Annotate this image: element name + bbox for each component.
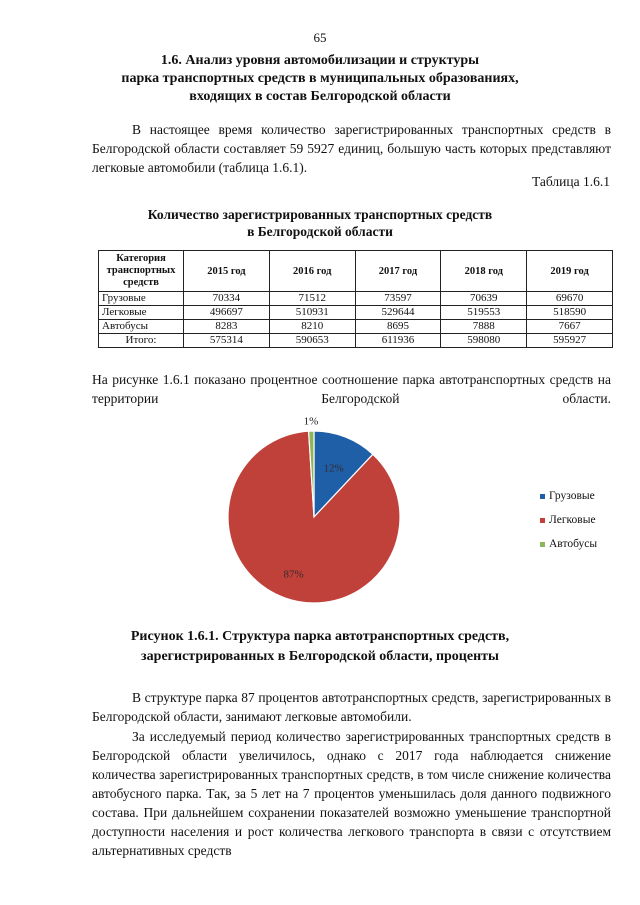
table-title-line-1: Количество зарегистрированных транспортных средств bbox=[147, 207, 493, 222]
pie-data-label: 12% bbox=[323, 462, 344, 475]
pie-data-label: 87% bbox=[283, 568, 304, 581]
figure-intro-text: На рисунке 1.6.1 показано процентное соотношение парка автотранспортных средств на территории Белгородской области. bbox=[92, 372, 611, 406]
table-cell: 590653 bbox=[269, 334, 355, 348]
table-cell: 496697 bbox=[184, 306, 270, 320]
legend-item bbox=[540, 484, 597, 508]
header-year: 2016 год bbox=[269, 251, 355, 292]
table-cell: 7888 bbox=[441, 320, 527, 334]
header-year: 2015 год bbox=[184, 251, 270, 292]
legend-label: Легковые bbox=[549, 514, 596, 526]
row-label: Грузовые bbox=[99, 292, 184, 306]
header-year: 2019 год bbox=[527, 251, 613, 292]
section-heading-line-2: парка транспортных средств в муниципальных образованиях, bbox=[121, 71, 519, 86]
legend-swatch bbox=[540, 494, 545, 499]
table-cell: 598080 bbox=[441, 334, 527, 348]
table-row bbox=[99, 306, 613, 320]
table-title bbox=[80, 206, 560, 240]
figure-intro-paragraph bbox=[92, 370, 611, 408]
table-cell: 518590 bbox=[527, 306, 613, 320]
table-cell: 7667 bbox=[527, 320, 613, 334]
figure-caption-line-1: Рисунок 1.6.1. Структура парка автотранспортных средств, bbox=[130, 629, 510, 644]
table-cell: 70639 bbox=[441, 292, 527, 306]
legend-item bbox=[540, 532, 597, 556]
table-cell: 8210 bbox=[269, 320, 355, 334]
pie-chart bbox=[94, 412, 612, 612]
section-heading-line-1: 1.6. Анализ уровня автомобилизации и структуры bbox=[160, 53, 480, 68]
table-cell: 611936 bbox=[355, 334, 441, 348]
table-header-row bbox=[99, 251, 613, 292]
pie-slices bbox=[228, 431, 400, 603]
vehicle-count-table bbox=[98, 250, 613, 348]
body-paragraph-2: В структуре парка 87 процентов автотранспортных средств, зарегистрированных в Белгородской области, занимают легковые автомобили. bbox=[92, 690, 611, 724]
legend-swatch bbox=[540, 518, 545, 523]
body-paragraph-3: За исследуемый период количество зарегистрированных транспортных средств в Белгородской области увеличилось, однако с 2017 года наблюдается снижение количества зарегистрированных транспортных средств, в том числе снижение количества автобусного парка. Так, за 5 лет на 7 процентов уменьшилась доля данного подвижного состава. При дальнейшем сохранении показателей возможно уменьшение транспортной доступности населения и рост количества легкового транспорта в связи с отсутствием альтернативных средств bbox=[92, 729, 611, 858]
chart-legend bbox=[540, 484, 597, 556]
figure-caption-line-2: зарегистрированных в Белгородской области, проценты bbox=[141, 649, 499, 664]
header-year: 2017 год bbox=[355, 251, 441, 292]
intro-paragraph: В настоящее время количество зарегистрированных транспортных средств в Белгородской области составляет 59 5927 единиц, большую часть которых представляют легковые автомобили (таблица 1.6.1). bbox=[92, 122, 611, 175]
table-cell: 69670 bbox=[527, 292, 613, 306]
table-cell: 71512 bbox=[269, 292, 355, 306]
header-category: Категория транспортных средств bbox=[99, 251, 184, 292]
table-cell: 519553 bbox=[441, 306, 527, 320]
table-cell: 595927 bbox=[527, 334, 613, 348]
table-total-row bbox=[99, 334, 613, 348]
row-label: Легковые bbox=[99, 306, 184, 320]
legend-label: Грузовые bbox=[549, 490, 595, 502]
legend-item bbox=[540, 508, 597, 532]
section-heading bbox=[80, 52, 560, 106]
row-label: Автобусы bbox=[99, 320, 184, 334]
section-heading-line-3: входящих в состав Белгородской области bbox=[189, 89, 451, 104]
table-row bbox=[99, 292, 613, 306]
table-title-line-2: в Белгородской области bbox=[247, 224, 393, 239]
table-cell: 510931 bbox=[269, 306, 355, 320]
table-cell: 73597 bbox=[355, 292, 441, 306]
table-cell: 575314 bbox=[184, 334, 270, 348]
table-cell: 8695 bbox=[355, 320, 441, 334]
table-label: Таблица 1.6.1 bbox=[532, 174, 610, 189]
table-cell: 529644 bbox=[355, 306, 441, 320]
row-label: Итого: bbox=[99, 334, 184, 348]
table-cell: 8283 bbox=[184, 320, 270, 334]
pie-data-label: 1% bbox=[303, 415, 319, 428]
table-cell: 70334 bbox=[184, 292, 270, 306]
table-row bbox=[99, 320, 613, 334]
page-number: 65 bbox=[313, 30, 327, 45]
legend-label: Автобусы bbox=[549, 538, 598, 550]
figure-caption bbox=[80, 627, 560, 667]
legend-swatch bbox=[540, 542, 545, 547]
header-year: 2018 год bbox=[441, 251, 527, 292]
